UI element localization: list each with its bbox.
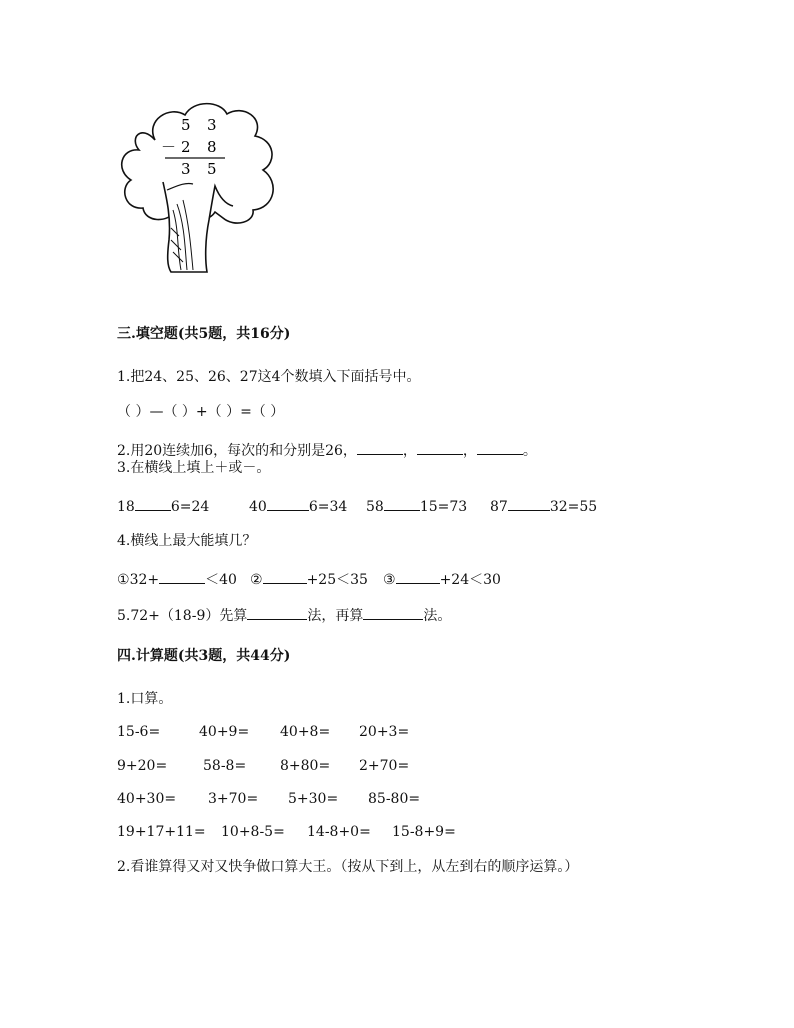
calc-cell: 40+9=: [199, 724, 250, 740]
q2: 2.用20连续加6，每次的和分别是26， ， ， 。: [117, 440, 537, 460]
calc-cell: 40+8=: [280, 724, 331, 740]
tree-row3: 3: [181, 160, 191, 178]
q4-blank-2[interactable]: [263, 569, 307, 584]
q3-text: 3.在横线上填上＋或－。: [117, 460, 271, 476]
calc-cell: 3+70=: [208, 791, 259, 807]
q1-text: 1.把24、25、26、27这4个数填入下面括号中。: [117, 369, 421, 385]
q5-blank-2[interactable]: [363, 605, 423, 620]
q2-prefix: 2.用20连续加6，每次的和分别是26，: [117, 443, 357, 459]
calc-cell: 15-6=: [117, 724, 161, 740]
calc-cell: 19+17+11=: [117, 824, 206, 840]
q2-blank-3[interactable]: [477, 440, 523, 455]
calc-cell: 15-8+9=: [392, 824, 456, 840]
svg-text:8: 8: [207, 138, 217, 156]
q4-blank-3[interactable]: [396, 569, 440, 584]
calc-cell: 5+30=: [288, 791, 339, 807]
svg-text:5: 5: [207, 160, 217, 178]
q3-item: 58 15=73: [366, 496, 467, 516]
q4-item: ①32+ ＜40: [117, 569, 237, 589]
s4-q2-text: 2.看谁算得又对又快争做口算大王。（按从下到上，从左到右的顺序运算。）: [117, 859, 579, 875]
svg-text:2: 2: [181, 138, 191, 156]
q3-blank-2[interactable]: [267, 496, 309, 511]
tree-row1: 5: [181, 116, 191, 134]
calc-cell: 58-8=: [203, 758, 247, 774]
calc-cell: 14-8+0=: [307, 824, 371, 840]
calc-cell: 2+70=: [359, 758, 410, 774]
section3-title: 三.填空题(共5题，共16分): [117, 326, 291, 342]
calc-cell: 85-80=: [368, 791, 421, 807]
section4-title: 四.计算题(共3题，共44分): [117, 648, 291, 664]
q4-blank-1[interactable]: [159, 569, 205, 584]
q3-item: 40 6=34: [249, 496, 347, 516]
q3-blank-3[interactable]: [384, 496, 420, 511]
tree-illustration: [115, 100, 285, 280]
s4-q1-text: 1.口算。: [117, 691, 173, 707]
calc-cell: 8+80=: [280, 758, 331, 774]
q3-blank-1[interactable]: [135, 496, 171, 511]
q1-formula: （ ）—（ ）+（ ）=（ ）: [117, 404, 285, 420]
q2-blank-1[interactable]: [357, 440, 403, 455]
calc-cell: 20+3=: [359, 724, 410, 740]
q4-item: ② +25＜35: [250, 569, 368, 589]
svg-text:3: 3: [207, 116, 217, 134]
q3-item: 87 32=55: [490, 496, 597, 516]
q3-item: 18 6=24: [117, 496, 209, 516]
q2-blank-2[interactable]: [417, 440, 463, 455]
svg-text:－: －: [161, 138, 177, 156]
calc-cell: 40+30=: [117, 791, 177, 807]
q5: 5.72+（18-9）先算 法，再算 法。: [117, 605, 451, 625]
q4-item: ③ +24＜30: [383, 569, 501, 589]
q3-blank-4[interactable]: [508, 496, 550, 511]
tree-trunk: [163, 182, 233, 272]
q5-blank-1[interactable]: [247, 605, 307, 620]
calc-cell: 10+8-5=: [221, 824, 285, 840]
q4-text: 4.横线上最大能填几？: [117, 533, 257, 549]
calc-cell: 9+20=: [117, 758, 168, 774]
